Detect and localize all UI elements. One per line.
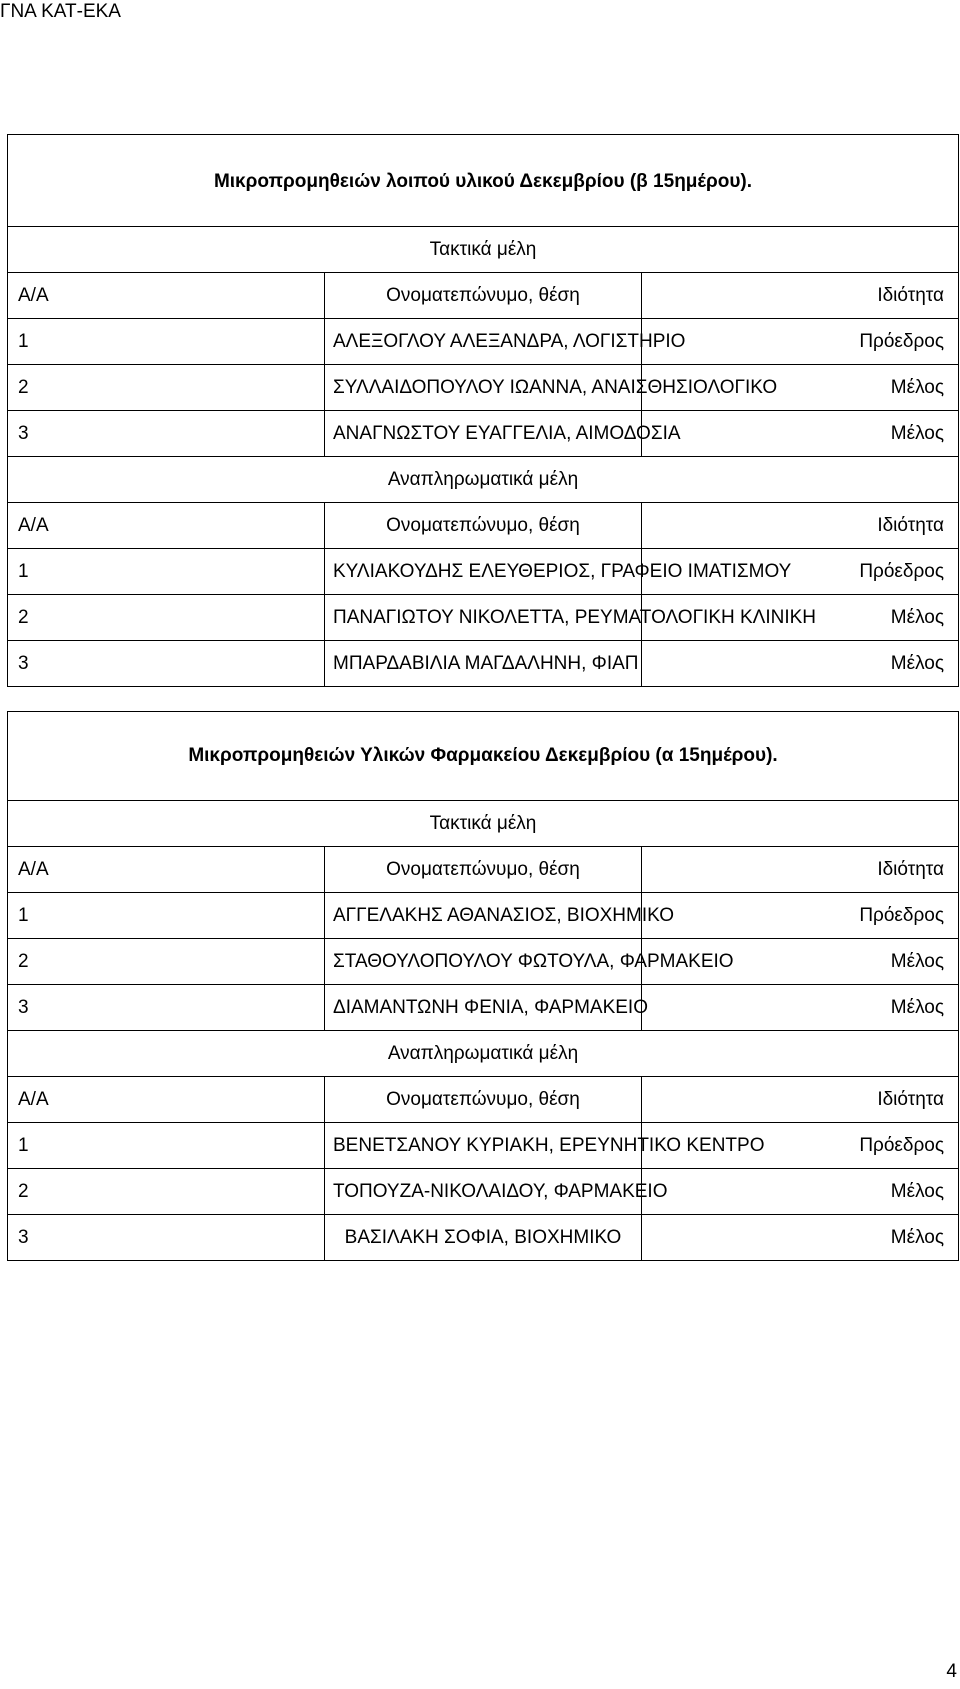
col-aa-header: Α/Α (8, 503, 325, 549)
table-row (8, 549, 959, 595)
col-aa-header: Α/Α (8, 273, 325, 319)
member-name: ΑΝΑΓΝΩΣΤΟΥ ΕΥΑΓΓΕΛΙΑ, ΑΙΜΟΔΟΣΙΑ (325, 411, 642, 457)
member-role: Πρόεδρος (642, 549, 959, 595)
table-row (8, 985, 959, 1031)
member-aa: 2 (8, 939, 325, 985)
member-name: ΜΠΑΡΔΑΒΙΛΙΑ ΜΑΓΔΑΛΗΝΗ, ΦΙΑΠ (325, 641, 642, 687)
member-role: Μέλος (642, 365, 959, 411)
member-aa: 3 (8, 1215, 325, 1261)
col-name-header: Ονοματεπώνυμο, θέση (325, 273, 642, 319)
col-name-header: Ονοματεπώνυμο, θέση (325, 503, 642, 549)
member-aa: 2 (8, 595, 325, 641)
committee-title: Μικροπρομηθειών Υλικών Φαρμακείου Δεκεμβρίου (α 15ημέρου). (8, 712, 959, 801)
member-aa: 1 (8, 319, 325, 365)
member-aa: 2 (8, 365, 325, 411)
table-row (8, 1215, 959, 1261)
col-aa-header: Α/Α (8, 1077, 325, 1123)
column-header-row (8, 273, 959, 319)
member-name: ΠΑΝΑΓΙΩΤΟΥ ΝΙΚΟΛΕΤΤΑ, ΡΕΥΜΑΤΟΛΟΓΙΚΗ ΚΛΙΝΙΚΗ (325, 595, 642, 641)
col-role-header: Ιδιότητα (642, 847, 959, 893)
member-role: Μέλος (642, 939, 959, 985)
member-role: Πρόεδρος (642, 319, 959, 365)
table-row (8, 939, 959, 985)
col-role-header: Ιδιότητα (642, 503, 959, 549)
member-aa: 3 (8, 641, 325, 687)
regular-members-label: Τακτικά μέλη (8, 801, 959, 847)
member-aa: 3 (8, 411, 325, 457)
table-row (8, 365, 959, 411)
table-row (8, 893, 959, 939)
member-name: ΣΥΛΛΑΙΔΟΠΟΥΛΟΥ ΙΩΑΝΝΑ, ΑΝΑΙΣΘΗΣΙΟΛΟΓΙΚΟ (325, 365, 642, 411)
table-row (8, 411, 959, 457)
committee-table-2 (7, 711, 959, 1261)
member-aa: 2 (8, 1169, 325, 1215)
member-name: ΤΟΠΟΥΖΑ-ΝΙΚΟΛΑΙΔΟΥ, ΦΑΡΜΑΚΕΙΟ (325, 1169, 642, 1215)
member-aa: 1 (8, 1123, 325, 1169)
page-header: ΓΝΑ ΚΑΤ-ΕΚΑ (0, 1, 121, 22)
member-role: Μέλος (642, 1215, 959, 1261)
member-name: ΑΛΕΞΟΓΛΟΥ ΑΛΕΞΑΝΔΡΑ, ΛΟΓΙΣΤΗΡΙΟ (325, 319, 642, 365)
member-role: Μέλος (642, 985, 959, 1031)
table-row (8, 1123, 959, 1169)
member-aa: 1 (8, 549, 325, 595)
table-row (8, 595, 959, 641)
page-number: 4 (946, 1661, 957, 1682)
column-header-row (8, 1077, 959, 1123)
substitute-members-label: Αναπληρωματικά μέλη (8, 457, 959, 503)
column-header-row (8, 503, 959, 549)
member-name: ΒΕΝΕΤΣΑΝΟΥ ΚΥΡΙΑΚΗ, ΕΡΕΥΝΗΤΙΚΟ ΚΕΝΤΡΟ (325, 1123, 642, 1169)
member-name: ΣΤΑΘΟΥΛΟΠΟΥΛΟΥ ΦΩΤΟΥΛΑ, ΦΑΡΜΑΚΕΙΟ (325, 939, 642, 985)
col-role-header: Ιδιότητα (642, 273, 959, 319)
member-role: Μέλος (642, 595, 959, 641)
col-aa-header: Α/Α (8, 847, 325, 893)
col-name-header: Ονοματεπώνυμο, θέση (325, 1077, 642, 1123)
member-role: Πρόεδρος (642, 893, 959, 939)
substitute-members-label: Αναπληρωματικά μέλη (8, 1031, 959, 1077)
member-role: Μέλος (642, 641, 959, 687)
col-role-header: Ιδιότητα (642, 1077, 959, 1123)
committee-title: Μικροπρομηθειών λοιπού υλικού Δεκεμβρίου (β 15ημέρου). (8, 135, 959, 227)
member-role: Πρόεδρος (642, 1123, 959, 1169)
member-aa: 3 (8, 985, 325, 1031)
table-row (8, 1169, 959, 1215)
member-role: Μέλος (642, 411, 959, 457)
column-header-row (8, 847, 959, 893)
member-role: Μέλος (642, 1169, 959, 1215)
committee-table-1 (7, 134, 959, 687)
regular-members-label: Τακτικά μέλη (8, 227, 959, 273)
member-aa: 1 (8, 893, 325, 939)
member-name: ΚΥΛΙΑΚΟΥΔΗΣ ΕΛΕΥΘΕΡΙΟΣ, ΓΡΑΦΕΙΟ ΙΜΑΤΙΣΜΟΥ (325, 549, 642, 595)
member-name: ΒΑΣΙΛΑΚΗ ΣΟΦΙΑ, ΒΙΟΧΗΜΙΚΟ (325, 1215, 642, 1261)
member-name: ΔΙΑΜΑΝΤΩΝΗ ΦΕΝΙΑ, ΦΑΡΜΑΚΕΙΟ (325, 985, 642, 1031)
table-row (8, 319, 959, 365)
member-name: ΑΓΓΕΛΑΚΗΣ ΑΘΑΝΑΣΙΟΣ, ΒΙΟΧΗΜΙΚΟ (325, 893, 642, 939)
col-name-header: Ονοματεπώνυμο, θέση (325, 847, 642, 893)
table-row (8, 641, 959, 687)
